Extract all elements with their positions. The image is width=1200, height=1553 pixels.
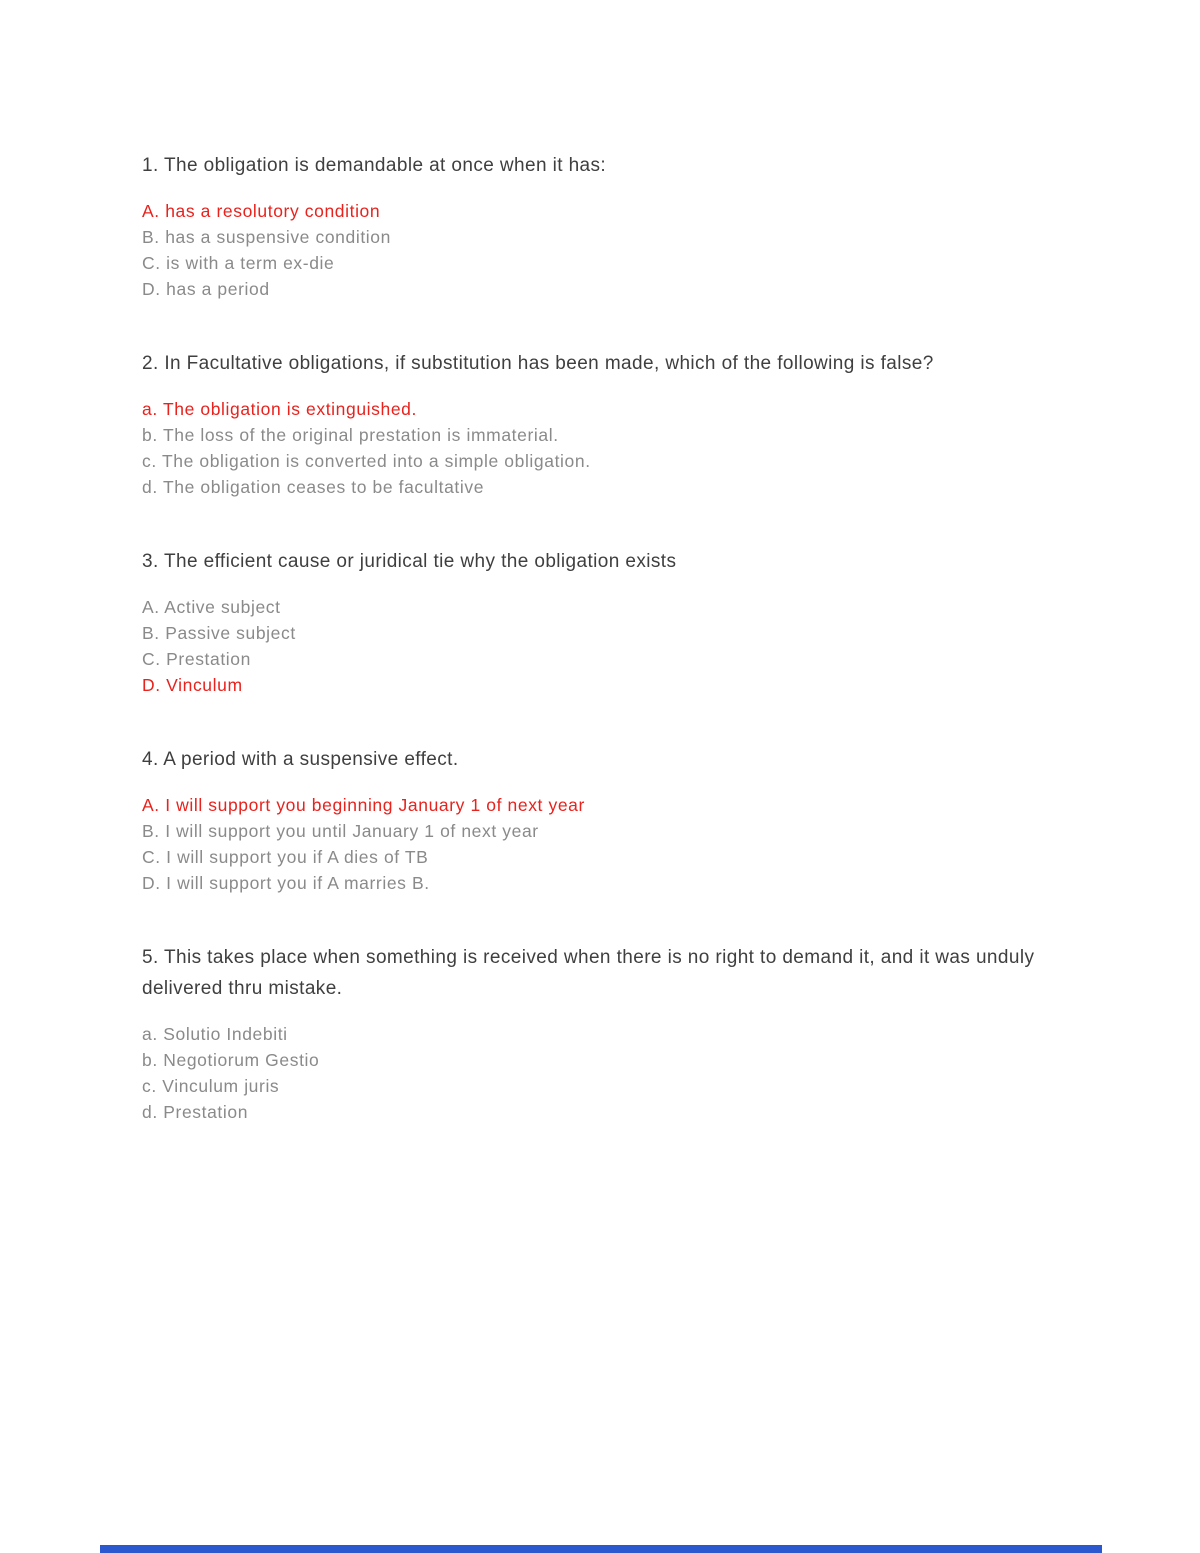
option: A. has a resolutory condition [142,201,381,221]
question-block-5 [142,942,1070,1125]
option: c. The obligation is converted into a simple obligation. [142,451,591,471]
option: B. I will support you until January 1 of next year [142,821,539,841]
option: D. I will support you if A marries B. [142,873,430,893]
option: b. The loss of the original prestation is immaterial. [142,425,559,445]
question-text: 2. In Facultative obligations, if substitution has been made, which of the following is false? [142,353,934,374]
question-text: 3. The efficient cause or juridical tie why the obligation exists [142,551,677,572]
option: b. Negotiorum Gestio [142,1050,320,1070]
question-text: 4. A period with a suspensive effect. [142,749,459,770]
option: D. has a period [142,279,270,299]
option: D. Vinculum [142,675,243,695]
question-block-4 [142,744,1070,896]
question-text: 1. The obligation is demandable at once when it has: [142,155,607,176]
option: B. has a suspensive condition [142,227,391,247]
question-block-1 [142,150,1070,302]
question-block-3 [142,546,1070,698]
option: a. The obligation is extinguished. [142,399,417,419]
option: a. Solutio Indebiti [142,1024,288,1044]
option: B. Passive subject [142,623,296,643]
options-list [142,198,1070,302]
options-list [142,396,1070,500]
option: A. I will support you beginning January 1 of next year [142,795,585,815]
option: c. Vinculum juris [142,1076,280,1096]
options-list [142,594,1070,698]
option: C. is with a term ex-die [142,253,335,273]
page-bottom-bar [100,1545,1102,1553]
option: C. Prestation [142,649,251,669]
option: A. Active subject [142,597,281,617]
options-list [142,792,1070,896]
option: d. Prestation [142,1102,249,1122]
option: C. I will support you if A dies of TB [142,847,429,867]
options-list [142,1021,1070,1125]
question-block-2 [142,348,1070,500]
option: d. The obligation ceases to be facultative [142,477,485,497]
question-text: 5. This takes place when something is received when there is no right to demand it, and it was unduly delivered thru mistake. [142,947,1035,999]
